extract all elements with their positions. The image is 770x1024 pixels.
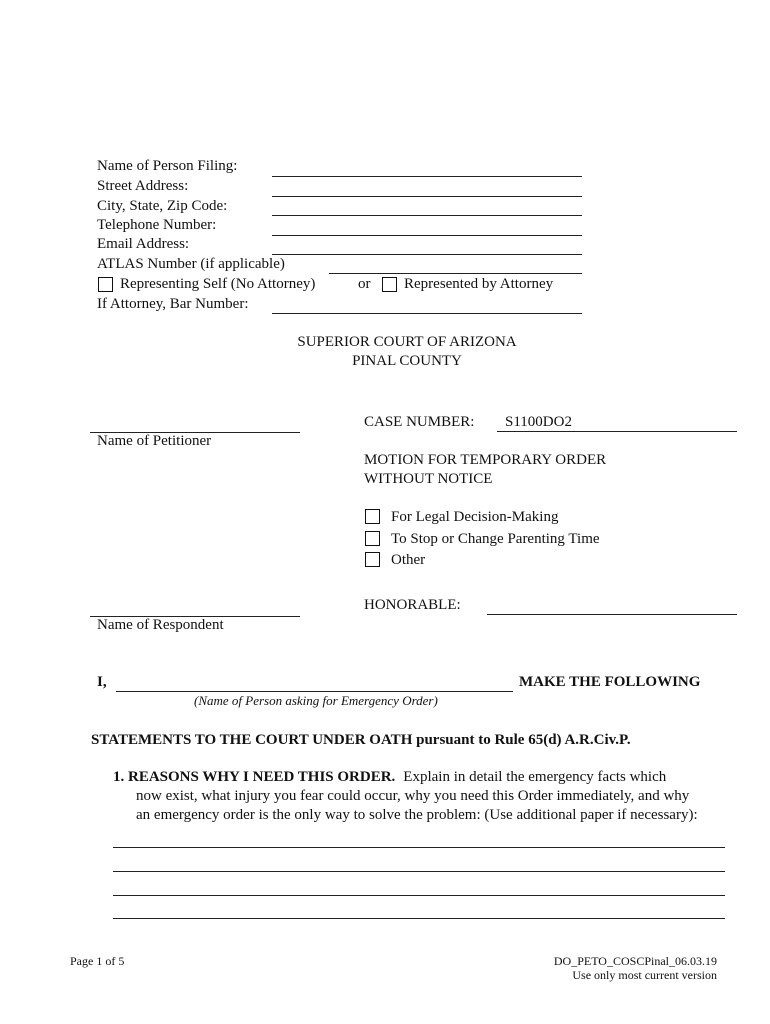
declarant-name-field[interactable] bbox=[116, 691, 513, 692]
case-number-field[interactable] bbox=[497, 431, 737, 432]
case-number-value: S1100DO2 bbox=[505, 414, 572, 430]
filer-name-field[interactable] bbox=[272, 176, 582, 177]
parenting-time-label: To Stop or Change Parenting Time bbox=[391, 531, 600, 547]
section1-text1: Explain in detail the emergency facts which bbox=[403, 769, 667, 785]
reason-line-1[interactable] bbox=[113, 847, 725, 848]
street-address-label: Street Address: bbox=[97, 178, 189, 194]
email-label: Email Address: bbox=[97, 236, 190, 252]
case-number-label: CASE NUMBER: bbox=[364, 414, 475, 430]
reason-line-2[interactable] bbox=[113, 871, 725, 872]
or-text: or bbox=[358, 276, 371, 292]
bar-number-label: If Attorney, Bar Number: bbox=[97, 296, 249, 312]
i-text: I, bbox=[97, 674, 107, 690]
city-state-zip-label: City, State, Zip Code: bbox=[97, 198, 228, 214]
county-name: PINAL COUNTY bbox=[352, 353, 462, 369]
statements-bold-text: STATEMENTS TO THE COURT UNDER OATH bbox=[91, 732, 413, 748]
reason-line-3[interactable] bbox=[113, 895, 725, 896]
telephone-label: Telephone Number: bbox=[97, 217, 217, 233]
respondent-label: Name of Respondent bbox=[97, 617, 224, 633]
city-state-zip-field[interactable] bbox=[272, 215, 582, 216]
section1-heading: 1. REASONS WHY I NEED THIS ORDER. bbox=[113, 769, 396, 785]
version-note: Use only most current version bbox=[572, 968, 717, 982]
statements-rule-text: pursuant to Rule 65(d) A.R.Civ.P. bbox=[412, 732, 631, 748]
bar-number-field[interactable] bbox=[272, 313, 582, 314]
atlas-field[interactable] bbox=[329, 273, 582, 274]
court-name: SUPERIOR COURT OF ARIZONA bbox=[297, 334, 517, 350]
represented-attorney-label: Represented by Attorney bbox=[404, 276, 554, 292]
legal-decision-checkbox[interactable] bbox=[365, 509, 380, 524]
section1-text2: now exist, what injury you fear could occur, why you need this Order immediately, and why bbox=[136, 788, 690, 804]
honorable-label: HONORABLE: bbox=[364, 597, 461, 613]
represented-attorney-checkbox[interactable] bbox=[382, 277, 397, 292]
email-field[interactable] bbox=[272, 254, 582, 255]
legal-decision-label: For Legal Decision-Making bbox=[391, 509, 559, 525]
atlas-label: ATLAS Number (if applicable) bbox=[97, 256, 285, 272]
street-address-field[interactable] bbox=[272, 196, 582, 197]
filer-name-label: Name of Person Filing: bbox=[97, 158, 238, 174]
form-id: DO_PETO_COSCPinal_06.03.19 bbox=[553, 954, 717, 968]
page-number: Page 1 of 5 bbox=[70, 954, 125, 968]
representing-self-label: Representing Self (No Attorney) bbox=[120, 276, 316, 292]
honorable-field[interactable] bbox=[487, 614, 737, 615]
petitioner-label: Name of Petitioner bbox=[97, 433, 212, 449]
motion-title-line2: WITHOUT NOTICE bbox=[364, 471, 493, 487]
statements-heading bbox=[91, 732, 631, 749]
other-checkbox[interactable] bbox=[365, 552, 380, 567]
declarant-name-caption: (Name of Person asking for Emergency Order) bbox=[194, 693, 438, 708]
section1-first-line bbox=[113, 769, 666, 786]
motion-title-line1: MOTION FOR TEMPORARY ORDER bbox=[364, 452, 607, 468]
telephone-field[interactable] bbox=[272, 235, 582, 236]
make-following-text: MAKE THE FOLLOWING bbox=[519, 674, 701, 690]
representing-self-checkbox[interactable] bbox=[98, 277, 113, 292]
parenting-time-checkbox[interactable] bbox=[365, 531, 380, 546]
other-label: Other bbox=[391, 552, 426, 568]
reason-line-4[interactable] bbox=[113, 918, 725, 919]
section1-text3: an emergency order is the only way to solve the problem: (Use additional paper if necessary): bbox=[136, 807, 698, 823]
